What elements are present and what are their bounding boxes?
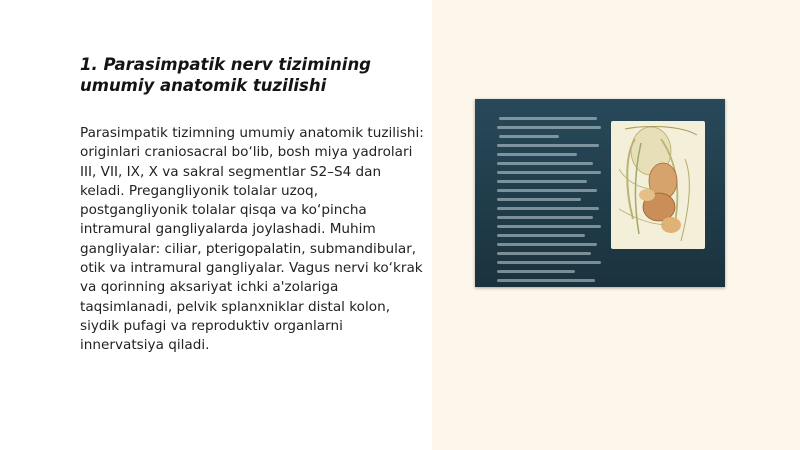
slide-body-text: Parasimpatik tizimning umumiy anatomik tuzilishi: originlari craniosacral bo‘lib, bosh miya yadrolari III, VII, IX, X va sakral segmentlar S2–S4 dan keladi. Pregangliyonik tolalar uzoq, postgangliyonik tolalar qisqa va ko‘pincha intramural gangliyalarda joylashadi. Muhim gangliyalar: ciliar, pterigopalatin, submandibular, otik va intramural gangliyalar. Vagus nervi ko‘krak va qorinning aksariyat ichki a'zolariga taqsimlanadi, pelvik splanxniklar distal kolon, siydik pufagi va reproduktiv organlarni innervatsiya qiladi. — [80, 125, 424, 354]
anatomy-figure-graphic — [475, 99, 725, 287]
nervous-system-illustration — [611, 121, 705, 249]
slide-title: 1. Parasimpatik nerv tizimining umumiy anatomik tuzilishi — [80, 55, 371, 95]
anatomy-figure — [475, 99, 725, 287]
